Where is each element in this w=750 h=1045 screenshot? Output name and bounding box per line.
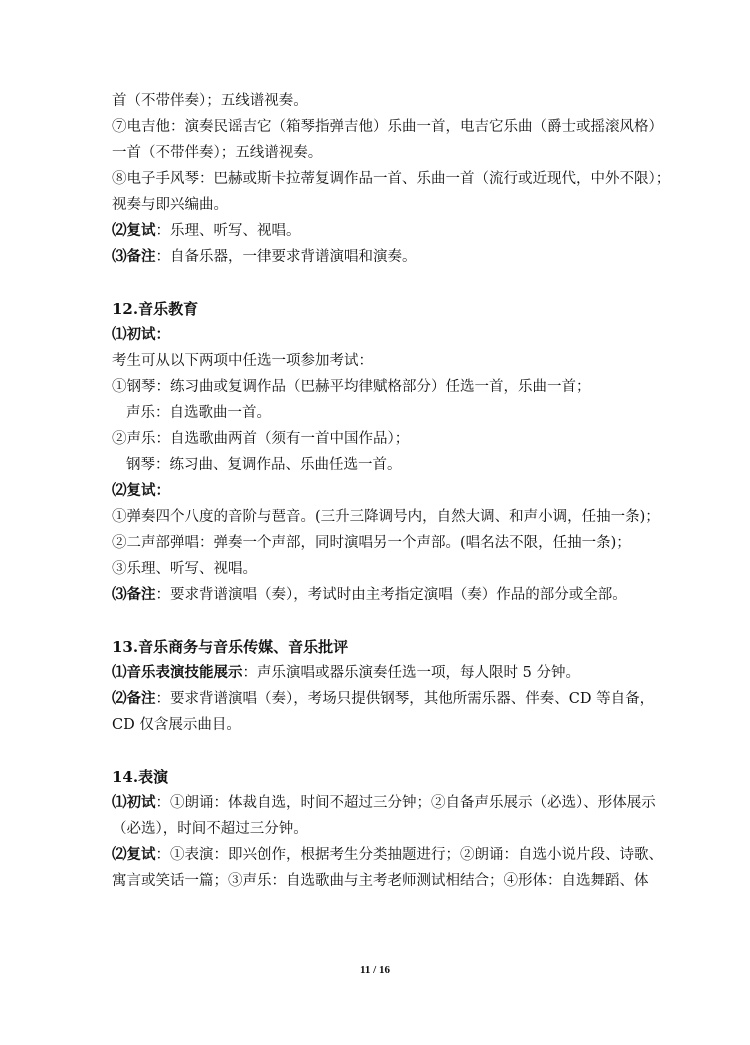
note-line [112, 686, 655, 712]
initial-label: ⑴初试 [112, 326, 156, 343]
note-line [112, 582, 652, 608]
text-line: 一首（不带伴奏）；五线谱视奏。 [112, 145, 323, 161]
text-line: 寓言或笑话一篇；③声乐：自选歌曲与主考老师测试相结合；④形体：自选舞蹈、体 [112, 873, 649, 889]
retest-text: ：乐理、听写、视唱。 [155, 223, 301, 239]
text-line: ⑧电子手风琴：巴赫或斯卡拉蒂复调作品一首、乐曲一首（流行或近现代，中外不限）； [112, 171, 671, 187]
note-label: ⑶备注 [112, 248, 156, 265]
text-line: ③乐理、听写、视唱。 [112, 561, 257, 577]
initial-text: ：①朗诵：体裁自选，时间不超过三分钟；②自备声乐展示（必选）、形体展示 [155, 795, 656, 811]
section-title-performance: 14.表演 [112, 768, 169, 786]
section-title-music-education: 12.音乐教育 [112, 300, 199, 318]
note-text: ：要求背谱演唱（奏），考试时由主考指定演唱（奏）作品的部分或全部。 [155, 587, 627, 603]
document-body [112, 88, 671, 894]
page-number: 11 / 16 [360, 964, 390, 976]
text-line: ⑦电吉他：演奏民谣吉它（箱琴指弹吉他）乐曲一首，电吉它乐曲（爵士或摇滚风格） [112, 119, 663, 135]
skill-line [112, 660, 652, 686]
retest-label: ⑵复试 [112, 846, 156, 863]
note-line [112, 244, 652, 270]
text-line: 首（不带伴奏）；五线谱视奏。 [112, 93, 308, 109]
initial-label: ⑴初试 [112, 794, 156, 811]
retest-line [112, 842, 663, 868]
section-title-music-business: 13.音乐商务与音乐传媒、音乐批评 [112, 638, 349, 656]
text-line: 考生可从以下两项中任选一项参加考试： [112, 353, 373, 369]
text-line: 钢琴：练习曲、复调作品、乐曲任选一首。 [126, 457, 402, 473]
skill-text: ：声乐演唱或器乐演奏任选一项，每人限时 5 分钟。 [242, 665, 580, 681]
note-text: ：自备乐器，一律要求背谱演唱和演奏。 [155, 249, 417, 265]
note-label: ⑵备注 [112, 690, 156, 707]
text-line: ②声乐：自选歌曲两首（须有一首中国作品）； [112, 431, 410, 447]
text-line: 声乐：自选歌曲一首。 [126, 405, 271, 421]
text-line: ①钢琴：练习曲或复调作品（巴赫平均律赋格部分）任选一首，乐曲一首； [112, 379, 591, 395]
initial-colon: ： [155, 326, 170, 343]
text-line: ②二声部弹唱：弹奏一个声部，同时演唱另一个声部。(唱名法不限，任抽一条)； [112, 535, 631, 551]
note-text: ：要求背谱演唱（奏），考场只提供钢琴，其他所需乐器、伴奏、CD 等自备， [155, 691, 655, 707]
text-line: 视奏与即兴编曲。 [112, 197, 228, 213]
retest-label: ⑵复试 [112, 222, 156, 239]
retest-text: ：①表演：即兴创作，根据考生分类抽题进行；②朗诵：自选小说片段、诗歌、 [155, 847, 663, 863]
initial-exam-line [112, 790, 656, 816]
retest-line [112, 218, 652, 244]
note-label: ⑶备注 [112, 586, 156, 603]
initial-exam-line [112, 322, 652, 348]
retest-label: ⑵复试 [112, 482, 156, 499]
text-line: CD 仅含展示曲目。 [112, 717, 241, 733]
text-line: （必选），时间不超过三分钟。 [112, 821, 308, 837]
retest-line [112, 478, 652, 504]
retest-colon: ： [155, 482, 170, 499]
skill-label: ⑴音乐表演技能展示 [112, 664, 243, 681]
text-line: ①弹奏四个八度的音阶与琶音。(三升三降调号内，自然大调、和声小调，任抽一条)； [112, 509, 660, 525]
